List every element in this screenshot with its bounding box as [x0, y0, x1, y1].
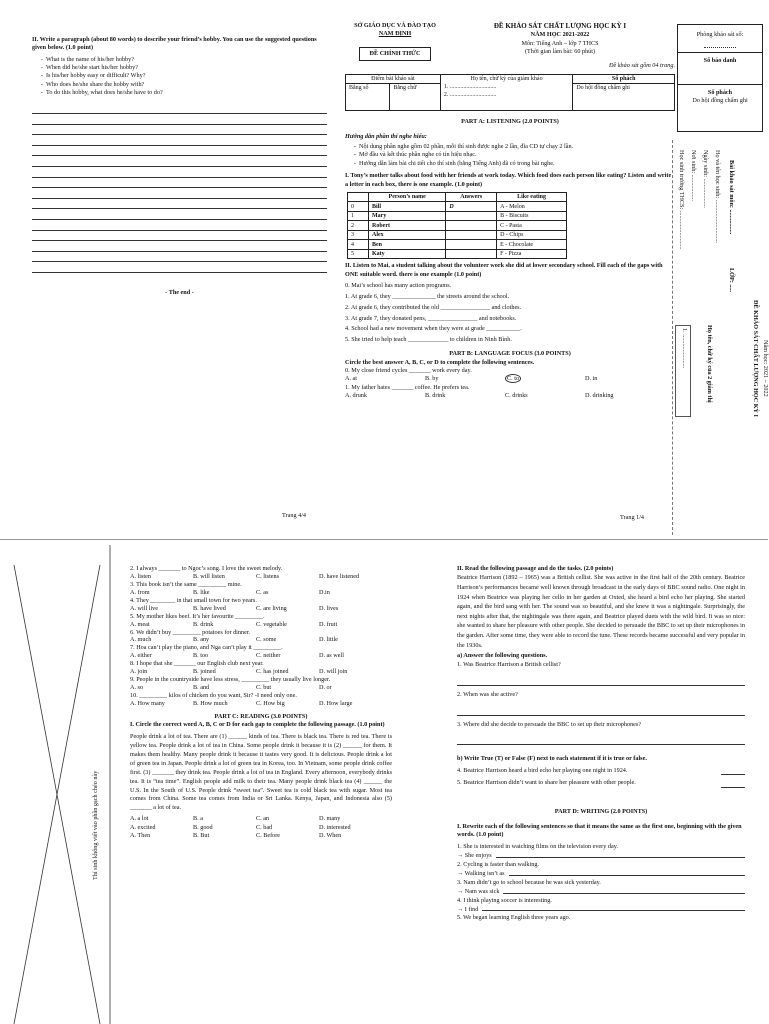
page-3: [457, 565, 745, 923]
guide-item: - Mở đầu và kết thúc phần nghe có tín hiệu nhạc.: [359, 151, 675, 159]
margin-note: Thí sinh không viết vào phần gạch chéo này: [92, 770, 99, 880]
suggested-questions: [32, 56, 327, 98]
tf-answer[interactable]: [721, 767, 745, 775]
answer-box[interactable]: [446, 240, 497, 250]
answer-line[interactable]: [457, 735, 745, 746]
answer-options: A. either B. too C. neither D. as well: [130, 652, 344, 660]
answer-options: A. excited B. good C. bad D. interested: [130, 823, 351, 831]
table-row: 2 Robert C - Pasta: [348, 221, 567, 231]
table-row: 3 Alex D - Chips: [348, 230, 567, 240]
pages-note: Đề khảo sát gồm 04 trang.: [609, 61, 675, 69]
school-year: NĂM HỌC 2021-2022: [530, 31, 590, 39]
council-note: Do hội đồng chấm ghi: [573, 84, 675, 111]
province: NAM ĐỊNH: [378, 30, 412, 38]
sophach-label-right: Số phách: [678, 84, 762, 97]
mc-list: 2. I always _______ to Ngoc’s song. I love the sweet melody. A. listen B. will listen C. listens D. have listened 3. This book isn’t the same _________ mine. A. from B. like C. as D.in 4. They ________ in that small town for two years. A. will live B. have lived C. are living D. lives 5. My mother likes beef. It’s her favourite _________. A. meat B. drink C. vegetable D. fruit 6. We didn’t buy _________ potatoes for dinner. A. much B. any C. some D. little 7. Hoa can’t play the piano, and Nga can’t play it _________. A. either B. too C. neither D. as well 8. I hope that she _______ our English club next year. A. join B. joined C. has joined D. will join 9. People in the countryside have less stress, _________ they usually live longer. A. so B. and C. but D. or 10. _________ kilos of chicken do you want, Sir? -I need only one. A. How many B. How much C. How big D. How large: [130, 565, 392, 708]
invigilator-box[interactable]: 1. ......................: [675, 325, 691, 417]
reading-q2-title: II. Read the following passage and do the tasks. (2.0 points): [457, 565, 614, 572]
class-field[interactable]: LỚP: .....: [728, 268, 735, 293]
part-b-title: PART B: LANGUAGE FOCUS (3.0 POINTS): [449, 350, 571, 358]
question-item: - When did he/she start his/her hobby?: [46, 64, 327, 72]
invigilator-label: Họ tên, chữ ký của 2 giám thị: [706, 325, 713, 403]
page-1: [345, 22, 675, 400]
time-limit: (Thời gian làm bài: 60 phút): [524, 48, 596, 56]
score-label: Điểm bài khảo sát: [346, 74, 441, 84]
answer-options: A. meat B. drink C. vegetable D. fruit: [130, 620, 338, 628]
table-row: 1 Mary B - Biscuits: [348, 211, 567, 221]
gap-item[interactable]: 5. She tried to help teach _____________ to children in Ninh Bình.: [345, 336, 512, 344]
tea-passage: People drink a lot of tea. There are (1) ______ kinds of tea. There is black tea. There is red tea. There is yellow tea. People drink a lot of tea in China. Some people drink it because it is (2) ______ for them. It makes them healthy. Many people drink it because it tastes very good. It is delicious. People drink a lot of green tea in Japan. People drink a lot of green tea in Korea, too. In Vietnam, some people drink coffee first. (3) _______ they drink tea. People drink a lot of tea in England. Every afternoon, everybody drinks tea. It is “tea time”. English people add milk to their tea. Many people drink black tea (4) ______ the U.S. In the South of U.S. People drink “sweet tea”. Sweet tea is cold black tea with sugar. Most tea comes from China. Some tea comes from India or Sri Lanka. Kenya, Japan, and Indonesia also (5) _______ a lot of tea.: [130, 732, 392, 812]
answer-lines[interactable]: [32, 104, 327, 274]
answer-options: A. much B. any C. some D. little: [130, 636, 338, 644]
writing-task-title: II. Write a paragraph (about 80 words) to describe your friend’s hobby. You can use the suggested questions given below. (1.0 point): [32, 36, 317, 52]
birthplace-field[interactable]: Nơi sinh: .................: [690, 150, 697, 201]
page-number-4: Trang 4/4: [282, 512, 307, 519]
answer-options: A. Then B. But C. Before D. When: [130, 831, 342, 839]
question-text: 2. When was she active?: [457, 690, 518, 698]
examiner-2[interactable]: 2. ...............................: [443, 92, 497, 99]
question-item: - Is his/her hobby easy or difficult? Why?: [46, 72, 327, 80]
answer-options: A. How many B. How much C. How big D. How large: [130, 699, 353, 707]
candidate-box: [677, 24, 763, 132]
gap-item[interactable]: 1. At grade 6, they ______________ the streets around the school.: [345, 292, 510, 300]
question-text: 1. My father hates _______ coffee. He prefers tea.: [345, 383, 470, 391]
col-header: Answers: [446, 192, 497, 202]
subject: Môn: Tiếng Anh – lớp 7 THCS: [521, 39, 599, 47]
examiner-1[interactable]: 1. ...............................: [443, 83, 497, 90]
true-false-title: b) Write True (T) or False (F) next to each statement if it is true or false.: [457, 755, 647, 763]
guide-item: - Hướng dẫn làm bài chi tiết cho thí sinh (bằng Tiếng Anh) đã có trong bài nghe.: [359, 160, 675, 168]
table-row: 0 Bill D A - Melon: [348, 202, 567, 212]
question-text: 1. Was Beatrice Harrison a British cellist?: [457, 660, 561, 668]
strip-title: ĐỀ KHẢO SÁT CHẤT LƯỢNG HỌC KỲ I: [752, 300, 759, 417]
gap-fill-list: [345, 281, 675, 346]
answer-options: A. a lot B. a C. an D. many: [130, 815, 341, 823]
answer-box[interactable]: [446, 211, 497, 221]
answer-line[interactable]: [457, 675, 745, 686]
sbd-label: Số báo danh: [678, 52, 762, 65]
tf-answer[interactable]: [721, 779, 745, 787]
listening-q1: I. Tony’s mother talks about food with her friends at work today. Which food does each person like eating? Listen and write a letter in each box, there is one example. (1.0 point): [345, 172, 672, 188]
part-c-title: PART C: READING (3.0 POINTS): [214, 712, 308, 720]
department: SỞ GIÁO DỤC VÀ ĐÀO TẠO: [354, 22, 436, 29]
part-d-instructions: I. Rewrite each of the following sentences so that it means the same as the first one, beginning with the given words. (1.0 point): [457, 822, 742, 839]
gap-item[interactable]: 4. School had a new movement when they were at grade ___________.: [345, 325, 522, 333]
answer-options: A. will live B. have lived C. are living D. lives: [130, 604, 339, 612]
listening-guide-title: Hướng dẫn phần thi nghe hiểu:: [345, 132, 427, 140]
answer-options: A. so B. and C. but D. or: [130, 684, 332, 692]
answer-line[interactable]: [457, 705, 745, 716]
page-number-1: Trang 1/4: [620, 514, 645, 521]
the-end: - The end -: [165, 289, 194, 297]
question-item: - Who does he/she share the hobby with?: [46, 81, 327, 89]
question-text: 3. Where did she decide to persuade the BBC to set up their microphones?: [457, 720, 642, 728]
sophach-label: Số phách: [573, 74, 675, 84]
room-field[interactable]: [704, 42, 736, 48]
listening-q2: II. Listen to Mai, a student talking about the volunteer work she did at lower secondary school. Fill each of the gaps with ONE suitable word. there is one example (1.0 point): [345, 262, 663, 278]
examiner-label: Họ tên, chữ ký của giám khảo: [470, 75, 543, 82]
subject-field[interactable]: Bài khảo sát môn: ................: [728, 160, 735, 235]
part-d-title: PART D: WRITING (2.0 POINTS): [554, 807, 648, 815]
gap-item[interactable]: 2. At grade 6, they contributed the old ________________ and clothes.: [345, 303, 522, 311]
score-words[interactable]: Bằng chữ: [390, 84, 440, 111]
dob-field[interactable]: Ngày sinh: ...................: [702, 150, 709, 208]
answer-options: A. listen B. will listen C. listens D. have listened: [130, 572, 360, 580]
rewrite-answer[interactable]: → Walking isn’t as: [457, 870, 745, 879]
examiner-cell: [440, 74, 573, 111]
rewrite-list: 1. She is interested in watching films on the television every day. → She enjoys 2. Cycling is faster than walking. → Walking isn’t as 3. Nam didn’t go to school because he was sick yesterday. → Nam was sick 4. I think playing soccer is interesting. → I find 5. We began learning English three years ago.: [457, 843, 745, 924]
question-text: 0. My close friend cycles _______ work every day.: [345, 366, 472, 374]
side-strip: [672, 140, 769, 535]
passage-mc: [130, 815, 392, 839]
harrison-passage: Beatrice Harrison (1892 – 1965) was a British cellist. She was active in the first half of the 20th century. Beatrice Harrison’s performances became well known through broadcast in the early days of BBC sound radio. One night in 1924 when Beatrice was playing her cello in her garden at Oxted, she heard a bird echo her playing. She started again, and the bird sang with her. The sound was so beautiful, and she knew it was a nightingale. Surprisingly, the next nights after that, the nightingale was there again, and Beatrice played duets with the wild bird. It was so nice: she wanted to share her pleasure with other people. She decided to persuade the BBC to set up their microphones in the garden. After some time, they were able to record the tune. These records became successful and very popular in the 1930s.: [457, 574, 745, 649]
answer-options: A. from B. like C. as D.in: [130, 588, 330, 596]
answer-box[interactable]: [446, 230, 497, 240]
guide-item: - Nội dung phần nghe gồm 02 phần, mỗi thí sinh được nghe 2 lần, đĩa CD tự chạy 2 lần.: [359, 143, 675, 151]
part-c-instructions: I. Circle the correct word A, B, C or D for each gap to complete the following passage. (1.0 point): [130, 721, 385, 729]
answer-questions-title: a) Answer the following questions.: [457, 652, 548, 660]
answer-box[interactable]: [446, 249, 497, 259]
part-b-instructions: Circle the best answer A, B, C, or D to complete the following sentences.: [345, 358, 535, 366]
col-header: Person’s name: [369, 192, 446, 202]
rewrite-answer[interactable]: → She enjoys: [457, 852, 745, 861]
gap-item[interactable]: 3. At grade 7, they donated pens, ________________ and notebooks.: [345, 314, 517, 322]
score-table: [345, 74, 675, 112]
gap-item: 0. Mai’s school has many action programs.: [345, 282, 452, 290]
answer-options: A. drunk B. drink C. drinks D. drinking: [345, 391, 614, 399]
strip-year: Năm học: 2021 – 2022: [762, 340, 769, 397]
col-header: Like eating: [497, 192, 567, 202]
question-item: - What is the name of his/her hobby?: [46, 56, 327, 64]
food-table: [347, 192, 567, 260]
rewrite-answer[interactable]: → I find: [457, 906, 745, 915]
sbd-field[interactable]: [678, 66, 762, 84]
exam-title: ĐỀ KHẢO SÁT CHẤT LƯỢNG HỌC KỲ I: [493, 22, 627, 30]
exam-sheet-bottom: [0, 545, 768, 1024]
page-2: [130, 565, 392, 840]
score-number[interactable]: Bằng số: [346, 84, 390, 111]
circled-answer[interactable]: C. to: [507, 375, 520, 383]
tf-item: 5. Beatrice Harrison didn’t want to share her pleasure with other people.: [457, 779, 745, 787]
student-name-field[interactable]: Họ và tên học sinh: ............................: [714, 150, 721, 243]
part-a-title: PART A: LISTENING (2.0 POINTS): [461, 118, 559, 126]
question-item: - To do this hobby, what does he/she have to do?: [46, 89, 327, 97]
exam-header: [345, 22, 675, 70]
official-stamp: ĐỀ CHÍNH THỨC: [359, 47, 431, 61]
school-field[interactable]: Học sinh trường THCS: .........................: [678, 150, 685, 250]
listening-guide: [345, 143, 675, 168]
col-header: [348, 192, 369, 202]
answer-options: A. at B. by C. to D. in: [345, 375, 598, 383]
answer-options: A. join B. joined C. has joined D. will join: [130, 668, 348, 676]
council-label-right: Do hội đồng chấm ghi: [692, 97, 748, 105]
table-row: 5 Katy F - Pizza: [348, 249, 567, 259]
answer-box[interactable]: [446, 221, 497, 231]
room-label: Phòng khảo sát số:: [696, 31, 744, 38]
table-row: 4 Ben E - Chocolate: [348, 240, 567, 250]
page-4: [32, 36, 327, 297]
tf-item: 4. Beatrice Harrison heard a bird echo her playing one night in 1924.: [457, 767, 745, 775]
rewrite-answer[interactable]: → Nam was sick: [457, 888, 745, 897]
